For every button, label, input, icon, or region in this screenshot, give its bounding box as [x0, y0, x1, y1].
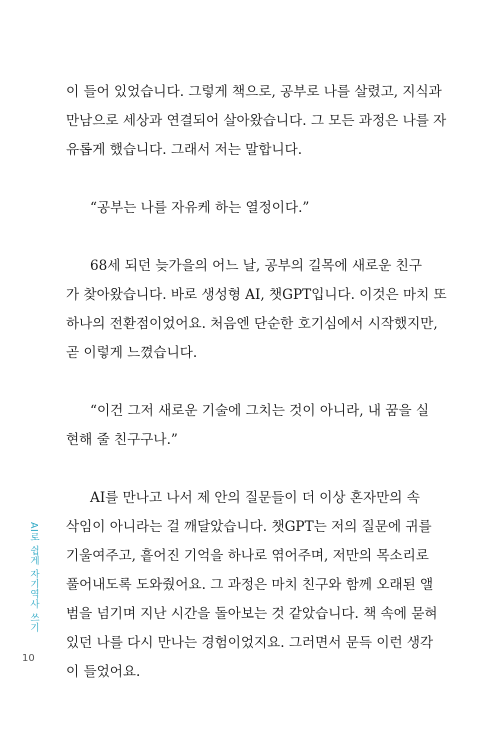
running-title: AI로 쉽게 자기역사 쓰기	[28, 522, 39, 633]
sidebar	[24, 522, 42, 652]
text-line: 범을 넘기며 지난 시간을 돌아보는 것 같았습니다. 책 속에 묻혀	[66, 606, 438, 622]
text-line: 만남으로 세상과 연결되어 살아왔습니다. 그 모든 과정은 나를 자	[66, 113, 447, 129]
text-line: AI를 만나고 나서 제 안의 질문들이 더 이상 혼자만의 속	[90, 490, 420, 506]
text-line: 이 들어 있었습니다. 그렇게 책으로, 공부로 나를 살렸고, 지식과	[66, 84, 442, 100]
text-line: 현해 줄 친구구나.”	[66, 432, 178, 448]
text-line: 하나의 전환점이었어요. 처음엔 단순한 호기심에서 시작했지만,	[66, 316, 438, 332]
paragraph-gap	[66, 455, 444, 484]
text-line: “공부는 나를 자유케 하는 열정이다.”	[90, 200, 310, 216]
text-line: 풀어내도록 도와줬어요. 그 과정은 마치 친구와 함께 오래된 앨	[66, 577, 434, 593]
text-line: 유롭게 했습니다. 그래서 저는 말합니다.	[66, 142, 303, 158]
text-line: 이 들었어요.	[66, 664, 141, 680]
paragraph-gap	[66, 165, 444, 194]
paragraph	[66, 194, 444, 223]
paragraph	[66, 252, 447, 368]
text-line: 68세 되던 늦가을의 어느 날, 공부의 길목에 새로운 친구	[90, 258, 422, 274]
paragraph-gap	[66, 223, 444, 252]
paragraph-gap	[66, 368, 444, 397]
text-line: 곧 이렇게 느꼈습니다.	[66, 345, 198, 361]
paragraph	[66, 484, 444, 687]
text-line: 있던 나를 다시 만나는 경험이었지요. 그러면서 문득 이런 생각	[66, 635, 434, 651]
paragraph	[66, 78, 447, 165]
text-line: “이건 그저 새로운 기술에 그치는 것이 아니라, 내 꿈을 실	[90, 403, 430, 419]
text-line: 가 찾아왔습니다. 바로 생성형 AI, 챗GPT입니다. 이것은 마치 또	[66, 287, 447, 303]
text-line: 기울여주고, 흩어진 기억을 하나로 엮어주며, 저만의 목소리로	[66, 548, 429, 564]
paragraph	[66, 397, 444, 455]
body-text	[66, 78, 447, 687]
text-line: 삭임이 아니라는 걸 깨달았습니다. 챗GPT는 저의 질문에 귀를	[66, 519, 432, 535]
page-number: 10	[22, 653, 35, 664]
